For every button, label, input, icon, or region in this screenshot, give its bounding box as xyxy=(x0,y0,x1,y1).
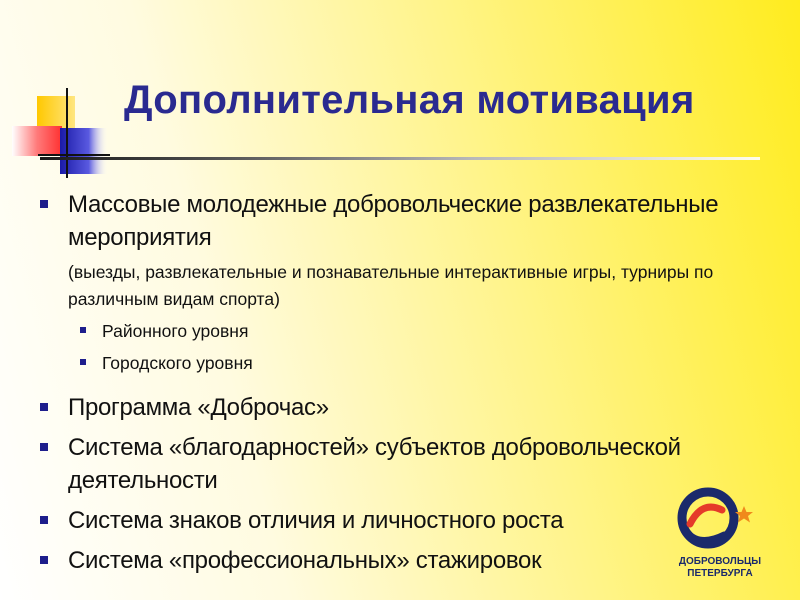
logo-caption-line1: ДОБРОВОЛЬЦЫ xyxy=(678,556,762,567)
list-item-text: Система «профессиональных» стажировок xyxy=(68,547,542,574)
sub-bullet-marker xyxy=(80,359,86,365)
bullet-marker xyxy=(40,516,48,524)
sub-list-item-text: Городского уровня xyxy=(102,353,253,373)
list-item-text: Программа «Доброчас» xyxy=(68,394,329,421)
title-divider xyxy=(40,157,760,160)
list-item-text: Система знаков отличия и личностного роста xyxy=(68,507,564,534)
list-item xyxy=(40,188,770,254)
sub-list-item xyxy=(40,349,770,377)
logo-caption xyxy=(665,556,775,580)
list-item-note: (выезды, развлекательные и познавательные интерактивные игры, турниры по различным видам спорта) xyxy=(68,262,714,309)
deco-red-square xyxy=(12,126,62,156)
logo-caption-line2: ПЕТЕРБУРГА xyxy=(687,568,753,579)
bullet-marker xyxy=(40,443,48,451)
sub-list-item-text: Районного уровня xyxy=(102,321,249,341)
bullet-marker xyxy=(40,403,48,411)
slide-title: Дополнительная мотивация xyxy=(124,78,695,122)
list-item-text: Массовые молодежные добровольческие развлекательные мероприятия xyxy=(68,191,719,251)
sub-list-item xyxy=(40,317,770,345)
bullet-marker xyxy=(40,200,48,208)
list-item-text: Система «благодарностей» субъектов добровольческой деятельности xyxy=(68,434,681,494)
list-item xyxy=(40,391,770,424)
sub-bullet-marker xyxy=(80,327,86,333)
bullet-marker xyxy=(40,556,48,564)
